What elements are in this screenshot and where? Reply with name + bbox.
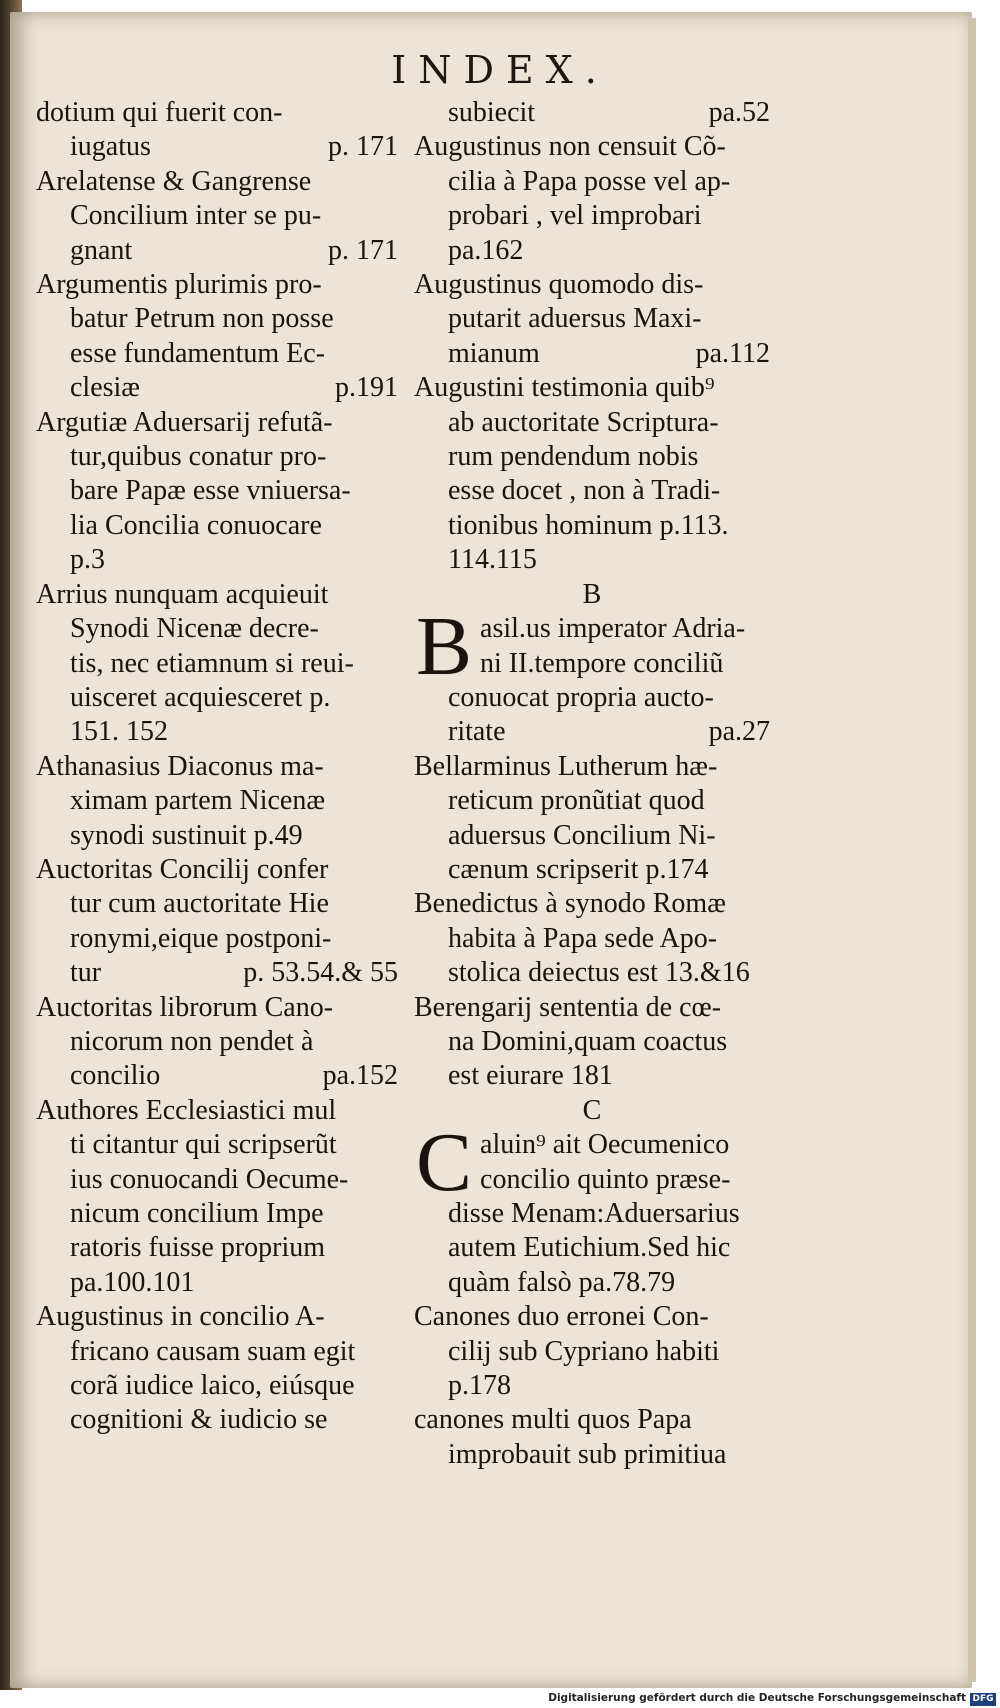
- entry-line: 151. 152: [70, 716, 168, 748]
- entry-term: subiecit: [448, 97, 536, 128]
- entry-line: Arrius nunquam acquieuit: [36, 578, 329, 610]
- entry-line: [36, 1059, 398, 1093]
- index-entry: [414, 750, 770, 888]
- entry-term: clesiæ: [70, 372, 140, 404]
- entry-line: asil.us imperator Adria-: [480, 613, 746, 645]
- entry-line: Berengarij sententia de cœ-: [414, 991, 722, 1023]
- index-column-right: [414, 96, 770, 1472]
- digitization-credit: Digitalisierung gefördert durch die Deutsche Forschungsgemeinschaft: [548, 1692, 966, 1704]
- entry-line: concilio quinto præse-: [480, 1163, 731, 1195]
- entry-line: tionibus hominum p.113.: [448, 509, 729, 541]
- entry-line: 114.115: [448, 544, 537, 576]
- entry-line: p.3: [70, 544, 105, 576]
- index-entry: [36, 96, 398, 165]
- entry-line: Authores Ecclesiastici mul: [36, 1094, 337, 1126]
- drop-capital: B: [416, 600, 473, 694]
- entry-line: batur Petrum non posse: [70, 303, 334, 335]
- entry-term: gnant: [70, 234, 133, 266]
- entry-line: Synodi Nicenæ decre-: [70, 613, 319, 645]
- index-entry: [36, 165, 398, 268]
- page-reference: p.191: [335, 372, 398, 404]
- index-column-left: [36, 96, 398, 1438]
- entry-line: ab auctoritate Scriptura-: [448, 406, 719, 438]
- index-entry: [36, 853, 398, 991]
- entry-line: dotium qui fuerit con-: [36, 97, 283, 128]
- index-entry: [414, 1403, 770, 1472]
- page-reference: p. 171: [328, 131, 398, 163]
- entry-line: Auctoritas librorum Cano-: [36, 991, 334, 1023]
- entry-line: Augustini testimonia quib⁹: [414, 372, 715, 404]
- entry-line: habita à Papa sede Apo-: [448, 922, 718, 954]
- entry-line: tis, nec etiamnum si reui-: [70, 647, 354, 679]
- entry-line: fricano causam suam egit: [70, 1335, 356, 1367]
- index-entry: [36, 1300, 398, 1438]
- entry-line: improbauit sub primitiua: [448, 1438, 727, 1470]
- entry-line: [36, 956, 398, 990]
- entry-line: cilia à Papa posse vel ap-: [448, 165, 731, 197]
- page-header: INDEX.: [391, 48, 609, 92]
- index-entry: [36, 406, 398, 578]
- entry-term: iugatus: [70, 131, 151, 163]
- index-entry: [36, 1094, 398, 1300]
- entry-line: esse fundamentum Ec-: [70, 337, 326, 369]
- entry-line: [36, 234, 398, 268]
- entry-line: [36, 371, 398, 405]
- entry-line: na Domini,quam coactus: [448, 1025, 728, 1057]
- entry-line: ius conuocandi Oecume-: [70, 1163, 349, 1195]
- entry-line: Augustinus non censuit Cõ-: [414, 131, 726, 163]
- entry-line: Augustinus in concilio A-: [36, 1301, 325, 1333]
- index-entry: [414, 96, 770, 130]
- page-edge: [968, 18, 976, 1682]
- page-reference: p. 171: [328, 234, 398, 266]
- entry-line: quàm falsò pa.78.79: [448, 1266, 676, 1298]
- page-reference: p. 53.54.& 55: [243, 957, 398, 989]
- entry-line: [414, 337, 770, 371]
- entry-line: conuocat propria aucto-: [448, 681, 714, 713]
- entry-line: rum pendendum nobis: [448, 441, 699, 473]
- entry-line: ximam partem Nicenæ: [70, 785, 326, 817]
- index-entry-dropcap: [414, 1116, 770, 1300]
- entry-line: nicum concilium Impe: [70, 1198, 324, 1229]
- index-entry: [414, 1300, 770, 1403]
- entry-line: putarit aduersus Maxi-: [448, 303, 702, 335]
- entry-line: ronymi,eique postponi-: [70, 922, 332, 954]
- entry-line: lia Concilia conuocare: [70, 509, 322, 541]
- entry-term: concilio: [70, 1060, 161, 1092]
- entry-line: probari , vel improbari: [448, 200, 702, 232]
- entry-line: cognitioni & iudicio se: [70, 1404, 328, 1436]
- entry-line: Athanasius Diaconus ma-: [36, 750, 324, 782]
- page-reference: pa.152: [322, 1060, 398, 1092]
- entry-line: uisceret acquiesceret p.: [70, 681, 331, 713]
- section-letter: B: [582, 578, 602, 610]
- entry-line: est eiurare 181: [448, 1060, 613, 1092]
- entry-line: [36, 130, 398, 164]
- entry-line: corã iudice laico, eiúsque: [70, 1370, 355, 1402]
- entry-line: reticum pronũtiat quod: [448, 785, 705, 817]
- index-entry: [414, 991, 770, 1094]
- entry-line: ritate pa.27: [448, 716, 770, 748]
- entry-line: canones multi quos Papa: [414, 1404, 692, 1436]
- entry-line: ratoris fuisse proprium: [70, 1232, 326, 1264]
- entry-line: [414, 96, 770, 130]
- entry-line: Argutiæ Aduersarij refutã-: [36, 406, 333, 438]
- entry-line: pa.100.101: [70, 1266, 195, 1298]
- entry-line: tur cum auctoritate Hie: [70, 888, 329, 920]
- entry-line: ti citantur qui scripserũt: [70, 1129, 337, 1161]
- entry-line: Benedictus à synodo Romæ: [414, 888, 726, 920]
- entry-line: Arelatense & Gangrense: [36, 165, 312, 197]
- entry-term: tur: [70, 957, 102, 989]
- entry-line: cilij sub Cypriano habiti: [448, 1335, 720, 1367]
- entry-line: cænum scripserit p.174: [448, 853, 709, 885]
- entry-line: ni II.tempore conciliũ: [480, 647, 724, 679]
- entry-line: autem Eutichium.Sed hic: [448, 1232, 731, 1264]
- page-reference: pa.52: [708, 97, 770, 128]
- entry-line: Bellarminus Lutherum hæ-: [414, 750, 718, 782]
- entry-line: stolica deiectus est 13.&16: [448, 957, 750, 989]
- index-entry: [36, 268, 398, 406]
- index-entry: [36, 578, 398, 750]
- entry-line: Auctoritas Concilij confer: [36, 853, 329, 885]
- entry-line: bare Papæ esse vniuersa-: [70, 475, 351, 507]
- dfg-logo: DFG: [970, 1693, 996, 1706]
- entry-line: Argumentis plurimis pro-: [36, 269, 322, 301]
- entry-line: synodi sustinuit p.49: [70, 819, 303, 851]
- index-entry: [414, 130, 770, 268]
- index-entry: [414, 887, 770, 990]
- entry-line: aluin⁹ ait Oecumenico: [480, 1129, 730, 1161]
- entry-line: Concilium inter se pu-: [70, 200, 322, 232]
- entry-line: aduersus Concilium Ni-: [448, 819, 716, 851]
- entry-line: p.178: [448, 1370, 511, 1402]
- entry-line: esse docet , non à Tradi-: [448, 475, 721, 507]
- index-entry-dropcap: [414, 600, 770, 750]
- entry-line: disse Menam:Aduersarius: [448, 1198, 740, 1229]
- entry-line: Augustinus quomodo dis-: [414, 269, 704, 301]
- index-entry: [414, 268, 770, 371]
- index-entry: [414, 371, 770, 577]
- drop-capital: C: [416, 1116, 473, 1210]
- page-reference: pa.112: [695, 337, 770, 369]
- entry-line: nicorum non pendet à: [70, 1025, 314, 1057]
- index-entry: [36, 991, 398, 1094]
- entry-line: pa.162: [448, 234, 524, 266]
- entry-line: Canones duo erronei Con-: [414, 1301, 709, 1333]
- entry-term: mianum: [448, 337, 540, 369]
- entry-line: tur,quibus conatur pro-: [70, 441, 327, 473]
- index-entry: [36, 750, 398, 853]
- section-letter: C: [582, 1094, 602, 1126]
